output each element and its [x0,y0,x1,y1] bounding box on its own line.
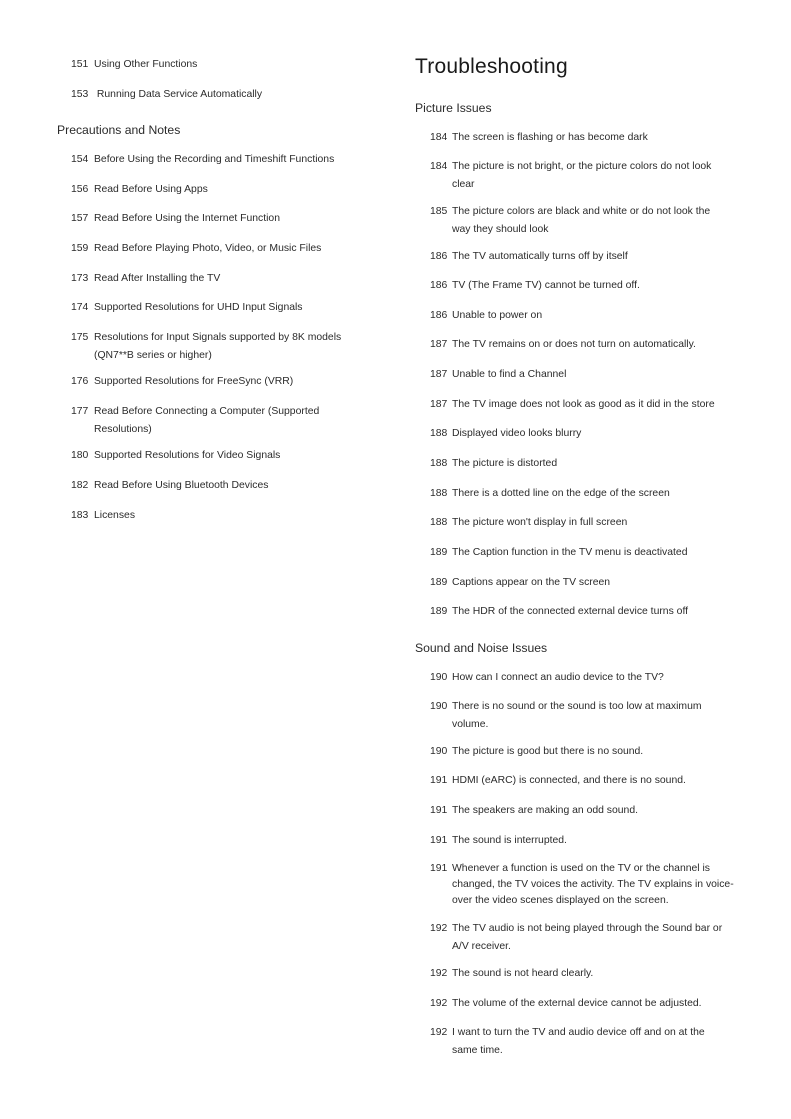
entry-title: The picture is good but there is no sound. [452,746,644,757]
toc-entry[interactable] [71,507,371,525]
toc-entry[interactable] [71,373,371,391]
toc-entry[interactable] [430,336,730,354]
page-number: 191 [430,863,448,874]
entry-title: Supported Resolutions for Video Signals [94,450,281,461]
toc-entry[interactable] [430,669,730,687]
toc-entry[interactable] [430,995,730,1013]
page-number: 154 [71,154,89,165]
entry-title: The TV audio is not being played through the Sound bar or A/V receiver. [452,923,723,952]
toc-entry[interactable] [430,802,730,820]
entry-title: The picture is not bright, or the picture colors do not look clear [452,161,712,190]
toc-entry[interactable] [430,743,730,761]
toc-entry[interactable] [71,210,371,228]
entry-title: Unable to find a Channel [452,369,567,380]
entry-title: Unable to power on [452,310,543,321]
entry-title: The sound is not heard clearly. [452,968,594,979]
toc-entry[interactable] [71,447,371,465]
page-number: 192 [430,998,448,1009]
entry-title: Supported Resolutions for FreeSync (VRR) [94,376,294,387]
toc-entry[interactable] [430,861,740,909]
toc-entry[interactable] [71,270,371,288]
toc-entry[interactable] [430,129,730,147]
page-number: 187 [430,399,448,410]
toc-entry[interactable] [71,403,331,438]
entry-title: Read Before Using Apps [94,184,208,195]
page-number: 183 [71,510,89,521]
entry-title: The sound is interrupted. [452,835,567,846]
page-number: 184 [430,132,448,143]
section-heading-sound-issues: Sound and Noise Issues [415,641,548,655]
entry-title: The Caption function in the TV menu is deactivated [452,547,688,558]
page-number: 187 [430,339,448,350]
entry-title: Read Before Playing Photo, Video, or Music Files [94,243,322,254]
entry-title: The TV remains on or does not turn on automatically. [452,339,696,350]
entry-title: Read Before Using the Internet Function [94,213,280,224]
entry-title: Read Before Using Bluetooth Devices [94,480,269,491]
page-number: 186 [430,310,448,321]
toc-entry[interactable] [430,544,730,562]
entry-title: The screen is flashing or has become dark [452,132,648,143]
toc-entry[interactable] [430,203,730,238]
entry-title: Before Using the Recording and Timeshift Functions [94,154,335,165]
page-number: 192 [430,968,448,979]
entry-title: The picture colors are black and white or do not look the way they should look [452,206,711,235]
toc-entry[interactable] [71,240,371,258]
entry-title: How can I connect an audio device to the TV? [452,672,664,683]
toc-entry[interactable] [71,56,371,74]
toc-entry[interactable] [71,181,371,199]
page-number: 192 [430,1027,448,1038]
page-number: 186 [430,280,448,291]
toc-entry[interactable] [430,307,730,325]
entry-title: Using Other Functions [94,59,198,70]
page-number: 188 [430,458,448,469]
entry-title: Read After Installing the TV [94,273,221,284]
toc-entry[interactable] [430,574,730,592]
entry-title: The picture is distorted [452,458,558,469]
page-number: 192 [430,923,448,934]
entry-title: Displayed video looks blurry [452,428,582,439]
page-number: 153 [71,89,89,100]
toc-entry[interactable] [430,425,730,443]
toc-entry[interactable] [430,603,730,621]
entry-title: The speakers are making an odd sound. [452,805,638,816]
entry-title: Licenses [94,510,136,521]
page-number: 159 [71,243,89,254]
entry-title: The TV image does not look as good as it did in the store [452,399,715,410]
toc-entry[interactable] [430,514,730,532]
toc-entry[interactable] [430,158,730,193]
entry-title: The TV automatically turns off by itself [452,251,628,262]
entry-title: HDMI (eARC) is connected, and there is no sound. [452,775,686,786]
page-number: 190 [430,672,448,683]
section-heading-picture-issues: Picture Issues [415,101,492,115]
toc-entry[interactable] [71,299,371,317]
page-number: 190 [430,746,448,757]
entry-title: Resolutions for Input Signals supported by 8K models (QN7**B series or higher) [94,332,342,361]
toc-entry[interactable] [430,1024,730,1059]
toc-entry[interactable] [71,477,371,495]
toc-entry[interactable] [430,832,730,850]
page-number: 182 [71,480,89,491]
entry-title: Supported Resolutions for UHD Input Signals [94,302,303,313]
entry-title: Read Before Connecting a Computer (Supported Resolutions) [94,406,320,435]
entry-title: Running Data Service Automatically [94,89,263,100]
page-number: 185 [430,206,448,217]
page-number: 189 [430,606,448,617]
page-number: 186 [430,251,448,262]
page-number: 174 [71,302,89,313]
page-number: 191 [430,775,448,786]
page-number: 187 [430,369,448,380]
page-number: 191 [430,835,448,846]
toc-entry[interactable] [430,772,730,790]
page-number: 176 [71,376,89,387]
entry-title: There is no sound or the sound is too low at maximum volume. [452,701,702,730]
toc-entry[interactable] [430,485,730,503]
page-number: 191 [430,805,448,816]
page-number: 188 [430,428,448,439]
page-number: 173 [71,273,89,284]
entry-title: TV (The Frame TV) cannot be turned off. [452,280,640,291]
page-number: 156 [71,184,89,195]
toc-entry[interactable] [430,248,730,266]
toc-entry[interactable] [430,366,730,384]
page-number: 189 [430,547,448,558]
entry-title: Captions appear on the TV screen [452,577,611,588]
entry-title: The HDR of the connected external device turns off [452,606,689,617]
page-number: 151 [71,59,89,70]
toc-entry[interactable] [71,151,371,169]
toc-entry[interactable] [430,455,730,473]
page-number: 177 [71,406,89,417]
page-number: 184 [430,161,448,172]
section-heading-precautions: Precautions and Notes [57,123,181,137]
toc-entry[interactable] [71,86,371,104]
toc-entry[interactable] [430,396,750,414]
toc-entry[interactable] [430,965,730,983]
toc-entry[interactable] [430,698,730,733]
chapter-title: Troubleshooting [415,55,568,78]
page-number: 188 [430,488,448,499]
toc-entry[interactable] [71,329,356,364]
entry-title: There is a dotted line on the edge of the screen [452,488,670,499]
entry-title: Whenever a function is used on the TV or the channel is changed, the TV voices the activity. The TV explains in voice-over the video scenes displayed on the screen. [452,863,734,906]
page-number: 189 [430,577,448,588]
entry-title: I want to turn the TV and audio device off and on at the same time. [452,1027,705,1056]
entry-title: The volume of the external device cannot be adjusted. [452,998,702,1009]
toc-entry[interactable] [430,920,730,955]
toc-entry[interactable] [430,277,730,295]
entry-title: The picture won't display in full screen [452,517,628,528]
page-number: 188 [430,517,448,528]
page-number: 175 [71,332,89,343]
page-number: 180 [71,450,89,461]
page-number: 190 [430,701,448,712]
page-number: 157 [71,213,89,224]
